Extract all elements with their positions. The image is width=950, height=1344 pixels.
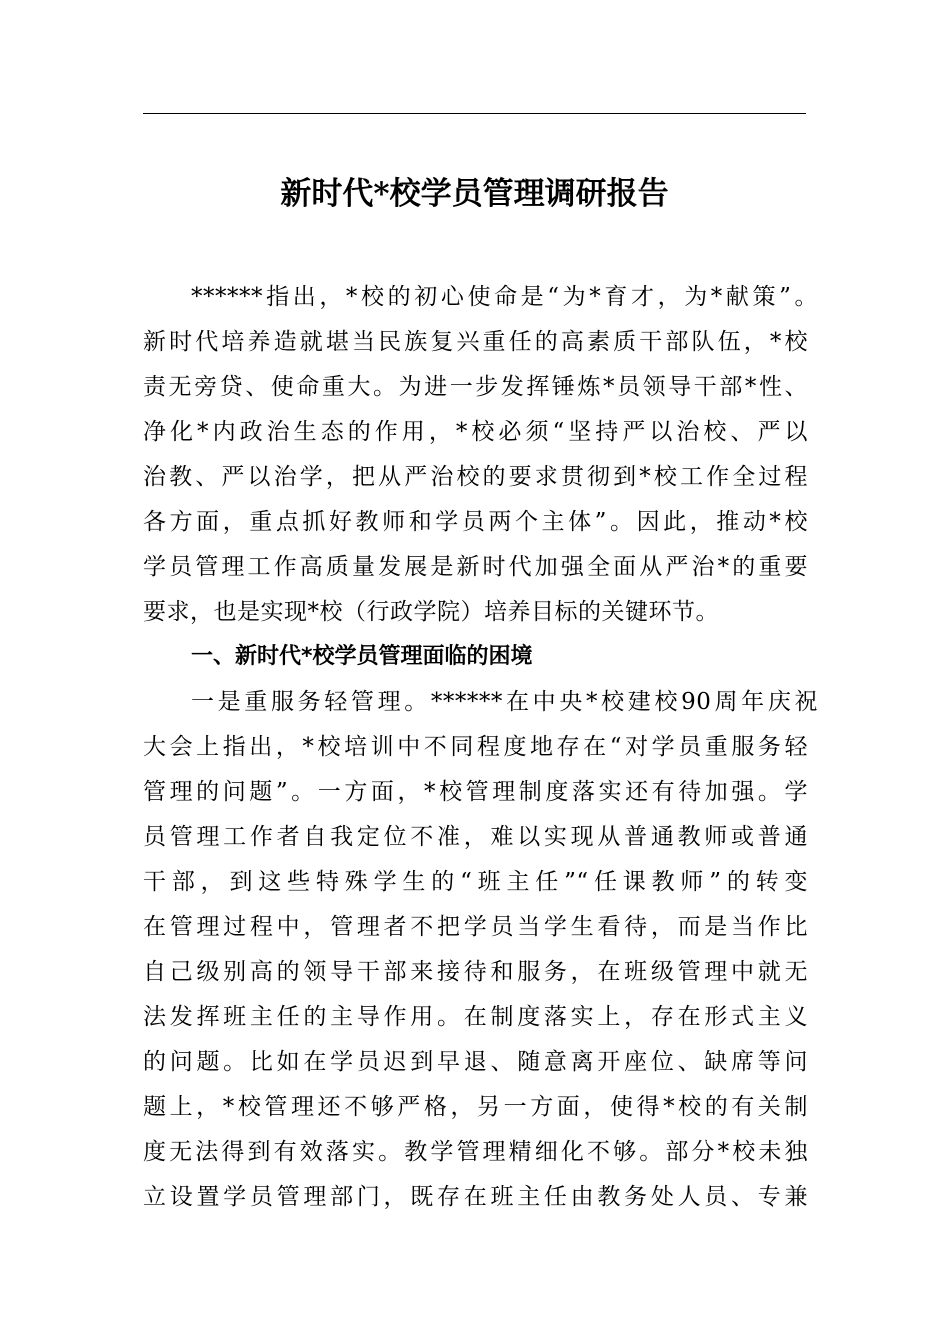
paragraph-2-line-12: 立设置学员管理部门，既存在班主任由教务处人员、专兼 bbox=[143, 1184, 808, 1210]
paragraph-2-line-7: 自己级别高的领导干部来接待和服务，在班级管理中就无 bbox=[143, 959, 808, 985]
paragraph-2-line-9: 的问题。比如在学员迟到早退、随意离开座位、缺席等问 bbox=[143, 1049, 808, 1075]
paragraph-2-line-5: 干部，到这些特殊学生的“班主任”“任课教师”的转变 bbox=[143, 869, 808, 895]
paragraph-2-line-1: 一是重服务轻管理。******在中央*校建校90周年庆祝 bbox=[191, 689, 818, 715]
paragraph-2-line-11: 度无法得到有效落实。教学管理精细化不够。部分*校未独 bbox=[143, 1139, 808, 1165]
header-rule bbox=[143, 113, 806, 114]
paragraph-2-line-2: 大会上指出，*校培训中不同程度地存在“对学员重服务轻 bbox=[143, 734, 808, 760]
paragraph-2-line-4: 员管理工作者自我定位不准，难以实现从普通教师或普通 bbox=[143, 824, 808, 850]
paragraph-1-line-4: 净化*内政治生态的作用，*校必须“坚持严以治校、严以 bbox=[143, 419, 808, 445]
paragraph-1-line-8: 要求，也是实现*校（行政学院）培养目标的关键环节。 bbox=[143, 599, 719, 625]
paragraph-1-line-3: 责无旁贷、使命重大。为进一步发挥锤炼*员领导干部*性、 bbox=[143, 374, 808, 400]
section-heading: 一、新时代*校学员管理面临的困境 bbox=[191, 644, 533, 669]
paragraph-1-line-2: 新时代培养造就堪当民族复兴重任的高素质干部队伍，*校 bbox=[143, 329, 808, 355]
paragraph-2-line-10: 题上，*校管理还不够严格，另一方面，使得*校的有关制 bbox=[143, 1094, 808, 1120]
paragraph-1-line-1: ******指出，*校的初心使命是“为*育才，为*献策”。 bbox=[191, 284, 818, 310]
paragraph-2-line-8: 法发挥班主任的主导作用。在制度落实上，存在形式主义 bbox=[143, 1004, 808, 1030]
paragraph-1-line-5: 治教、严以治学，把从严治校的要求贯彻到*校工作全过程 bbox=[143, 464, 808, 490]
paragraph-1-line-7: 学员管理工作高质量发展是新时代加强全面从严治*的重要 bbox=[143, 554, 808, 580]
paragraph-2-line-6: 在管理过程中，管理者不把学员当学生看待，而是当作比 bbox=[143, 914, 808, 940]
document-title: 新时代*校学员管理调研报告 bbox=[280, 176, 669, 212]
paragraph-1-line-6: 各方面，重点抓好教师和学员两个主体”。因此，推动*校 bbox=[143, 509, 808, 535]
paragraph-2-line-3: 管理的问题”。一方面，*校管理制度落实还有待加强。学 bbox=[143, 779, 808, 805]
